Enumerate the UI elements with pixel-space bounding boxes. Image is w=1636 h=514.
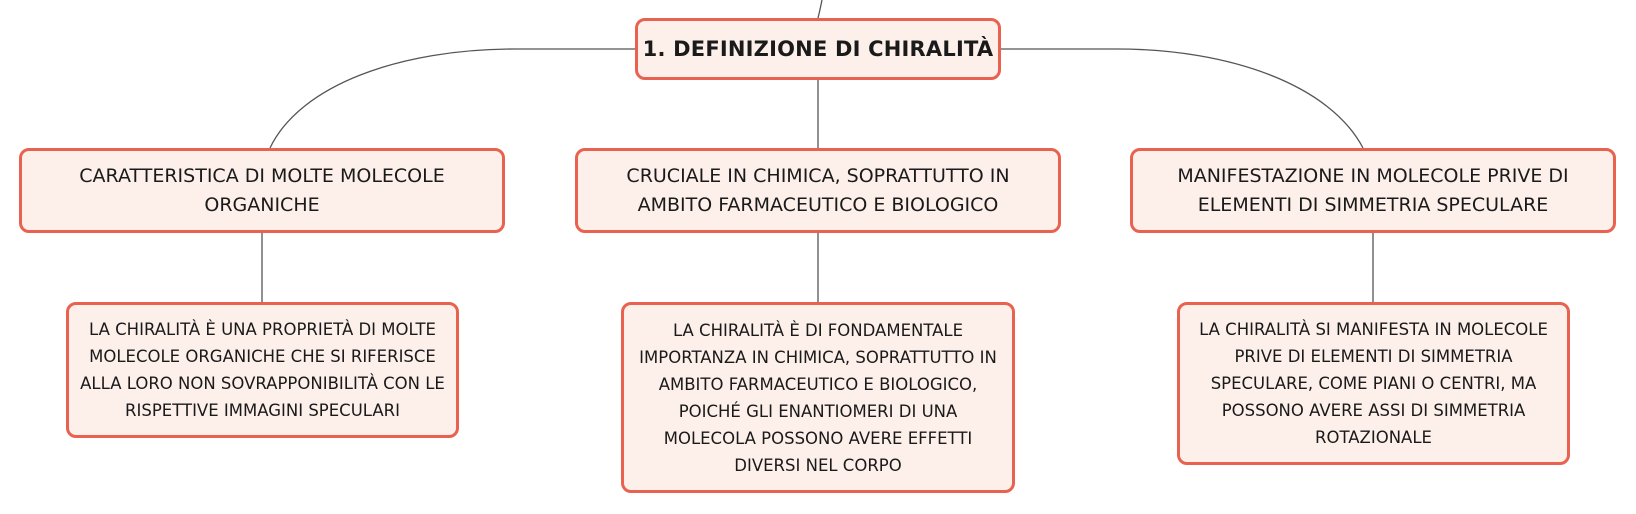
connector-root-to-branch-3 [1001, 49, 1363, 148]
connector-incoming-root [818, 0, 822, 18]
branch-node-2-label: CRUCIALE IN CHIMICA, SOPRATTUTTO IN AMBITO FARMACEUTICO E BIOLOGICO [626, 164, 1010, 216]
detail-node-1[interactable] [66, 302, 459, 438]
connector-root-to-branch-1 [270, 49, 635, 148]
detail-node-1-text: LA CHIRALITÀ È UNA PROPRIETÀ DI MOLTE MOLECOLE ORGANICHE CHE SI RIFERISCE ALLA LORO NON SOVRAPPONIBILITÀ CON LE RISPETTIVE IMMAGINI SPECULARI [80, 320, 445, 420]
detail-node-2[interactable] [621, 302, 1015, 493]
branch-node-3[interactable] [1130, 148, 1616, 233]
root-node-label: 1. DEFINIZIONE DI CHIRALITÀ [642, 37, 994, 61]
branch-node-1-label: CARATTERISTICA DI MOLTE MOLECOLE ORGANICHE [79, 164, 445, 216]
branch-node-3-label: MANIFESTAZIONE IN MOLECOLE PRIVE DI ELEMENTI DI SIMMETRIA SPECULARE [1177, 164, 1569, 216]
detail-node-3-text: LA CHIRALITÀ SI MANIFESTA IN MOLECOLE PRIVE DI ELEMENTI DI SIMMETRIA SPECULARE, COME PIANI O CENTRI, MA POSSONO AVERE ASSI DI SIMMETRIA ROTAZIONALE [1199, 320, 1548, 447]
detail-node-2-text: LA CHIRALITÀ È DI FONDAMENTALE IMPORTANZA IN CHIMICA, SOPRATTUTTO IN AMBITO FARMACEUTICO E BIOLOGICO, POICHÉ GLI ENANTIOMERI DI UNA MOLECOLA POSSONO AVERE EFFETTI DIVERSI NEL CORPO [639, 320, 997, 475]
root-node[interactable] [635, 18, 1001, 80]
branch-node-2[interactable] [575, 148, 1061, 233]
detail-node-3[interactable] [1177, 302, 1570, 465]
branch-node-1[interactable] [19, 148, 505, 233]
